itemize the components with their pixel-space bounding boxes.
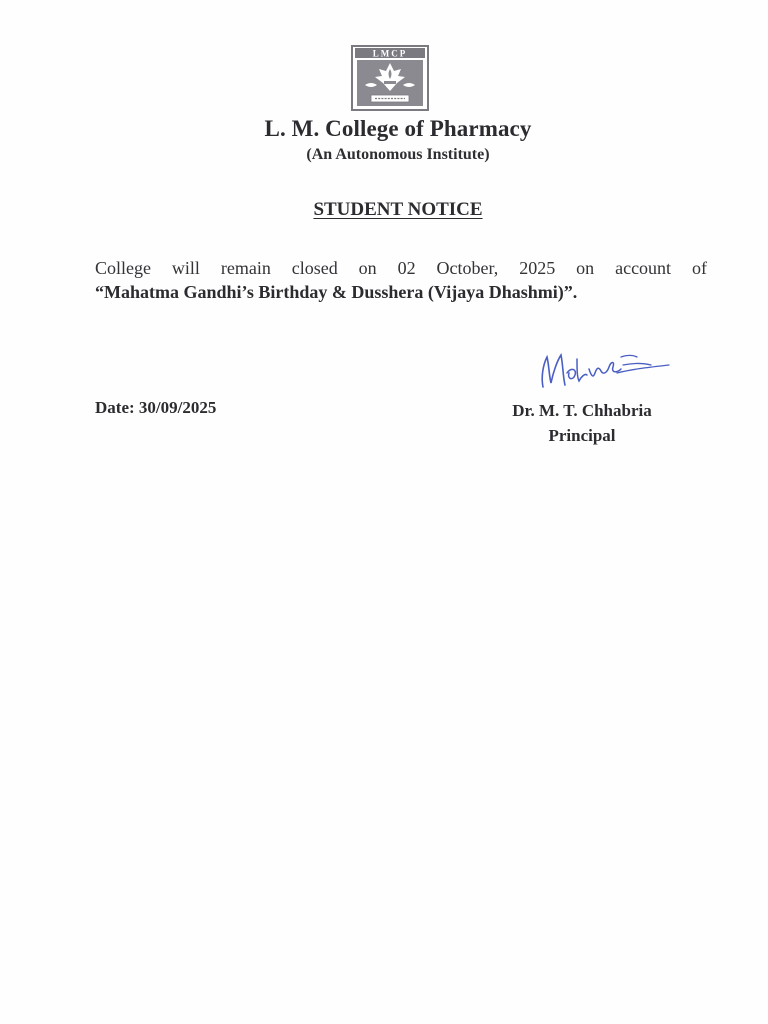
- notice-body-line-1: College will remain closed on 02 October, 2025 on account of: [95, 258, 707, 278]
- signatory-block: [470, 398, 694, 448]
- signatory-name: Dr. M. T. Chhabria: [512, 401, 652, 420]
- notice-title: STUDENT NOTICE: [313, 199, 483, 220]
- notice-body-line-2: “Mahatma Gandhi’s Birthday & Dusshera (Vijaya Dhashmi)”.: [95, 282, 578, 302]
- signatory-title: Principal: [548, 426, 616, 445]
- college-logo-emblem: [351, 45, 429, 111]
- college-name: L. M. College of Pharmacy: [264, 116, 532, 141]
- svg-text:LMCP: LMCP: [372, 48, 408, 59]
- principal-signature: [533, 343, 673, 395]
- notice-date: Date: 30/09/2025: [95, 398, 217, 417]
- college-subtitle: (An Autonomous Institute): [306, 146, 490, 163]
